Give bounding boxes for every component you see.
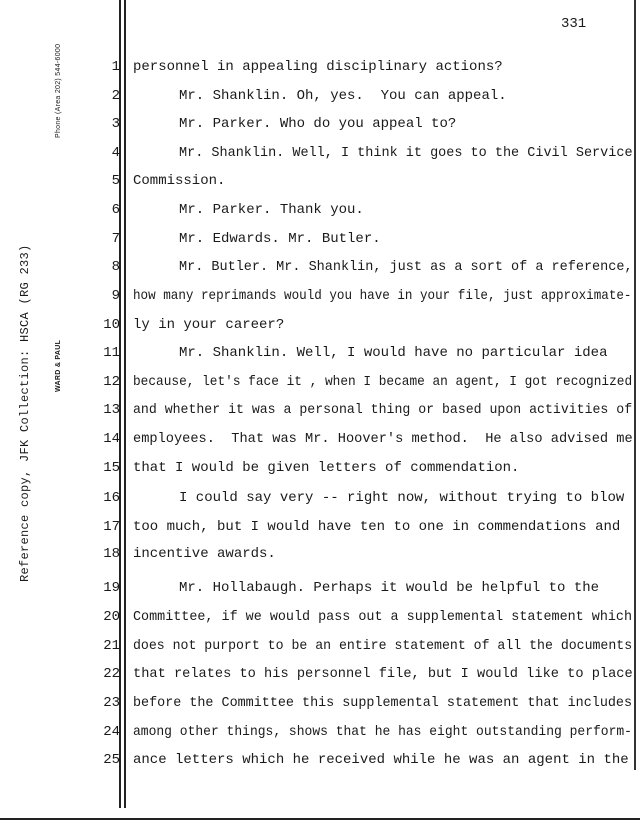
line-number: 2 [111, 88, 120, 104]
transcript-line: Mr. Butler. Mr. Shanklin, just as a sort of a reference, [179, 259, 633, 275]
line-number: 7 [111, 231, 120, 247]
right-margin-rule [634, 0, 636, 770]
transcript-line: does not purport to be an entire statement of all the documents [133, 638, 633, 654]
left-margin-rule-inner [124, 0, 126, 808]
line-number: 13 [103, 402, 120, 418]
transcript-line: before the Committee this supplemental statement that includes [133, 695, 633, 711]
line-number: 11 [103, 345, 120, 361]
transcript-line: how many reprimands would you have in your file, just approximate- [133, 288, 632, 304]
line-number: 22 [103, 666, 120, 682]
transcript-line: that relates to his personnel file, but I would like to place [133, 666, 633, 682]
phone-number-note: Phone (Area 202) 544-6000 [55, 43, 62, 138]
line-number: 6 [111, 202, 120, 218]
bottom-rule [0, 818, 640, 820]
line-number: 15 [103, 460, 120, 476]
transcript-line: employees. That was Mr. Hoover's method. He also advised me [133, 431, 633, 447]
transcript-line: incentive awards. [133, 546, 276, 562]
transcript-line: that I would be given letters of commendation. [133, 460, 520, 476]
transcript-line: Commission. [133, 173, 226, 189]
transcript-line: and whether it was a personal thing or based upon activities of [133, 402, 633, 418]
line-number: 9 [111, 288, 120, 304]
line-number: 10 [103, 317, 120, 333]
transcript-line: Mr. Parker. Thank you. [179, 202, 364, 218]
transcript-line: too much, but I would have ten to one in commendations and [133, 519, 621, 535]
line-number: 21 [103, 638, 120, 654]
transcript-line: because, let's face it , when I became an agent, I got recognized [133, 374, 633, 390]
transcript-line: I could say very -- right now, without trying to blow [179, 490, 625, 506]
line-number: 3 [111, 116, 120, 132]
line-number: 23 [103, 695, 120, 711]
firm-name-note: WARD & PAUL [55, 339, 62, 392]
transcript-line: Mr. Shanklin. Well, I would have no particular idea [179, 345, 608, 361]
transcript-line: Mr. Shanklin. Well, I think it goes to the Civil Service [179, 145, 633, 161]
transcript-line: Mr. Parker. Who do you appeal to? [179, 116, 457, 132]
transcript-line: Mr. Edwards. Mr. Butler. [179, 231, 381, 247]
line-number: 18 [103, 546, 120, 562]
line-number: 12 [103, 374, 120, 390]
line-number: 17 [103, 519, 120, 535]
transcript-line: Committee, if we would pass out a supplemental statement which [133, 609, 633, 625]
reference-copy-note: Reference copy, JFK Collection: HSCA (RG 233) [18, 244, 32, 582]
line-number: 5 [111, 173, 120, 189]
transcript-line: Mr. Shanklin. Oh, yes. You can appeal. [179, 88, 507, 104]
line-number: 25 [103, 752, 120, 768]
transcript-line: ly in your career? [133, 317, 285, 333]
line-number: 8 [111, 259, 120, 275]
transcript-line: personnel in appealing disciplinary actions? [133, 59, 503, 75]
transcript-line: ance letters which he received while he was an agent in the [133, 752, 629, 768]
line-number: 19 [103, 580, 120, 596]
transcript-line: Mr. Hollabaugh. Perhaps it would be helpful to the [179, 580, 600, 596]
line-number: 1 [111, 59, 120, 75]
transcript-line: among other things, shows that he has eight outstanding perform- [133, 724, 632, 740]
line-number: 24 [103, 724, 120, 740]
line-number: 20 [103, 609, 120, 625]
page-number: 331 [561, 16, 587, 32]
line-number: 16 [103, 490, 120, 506]
line-number: 4 [111, 145, 120, 161]
line-number: 14 [103, 431, 120, 447]
